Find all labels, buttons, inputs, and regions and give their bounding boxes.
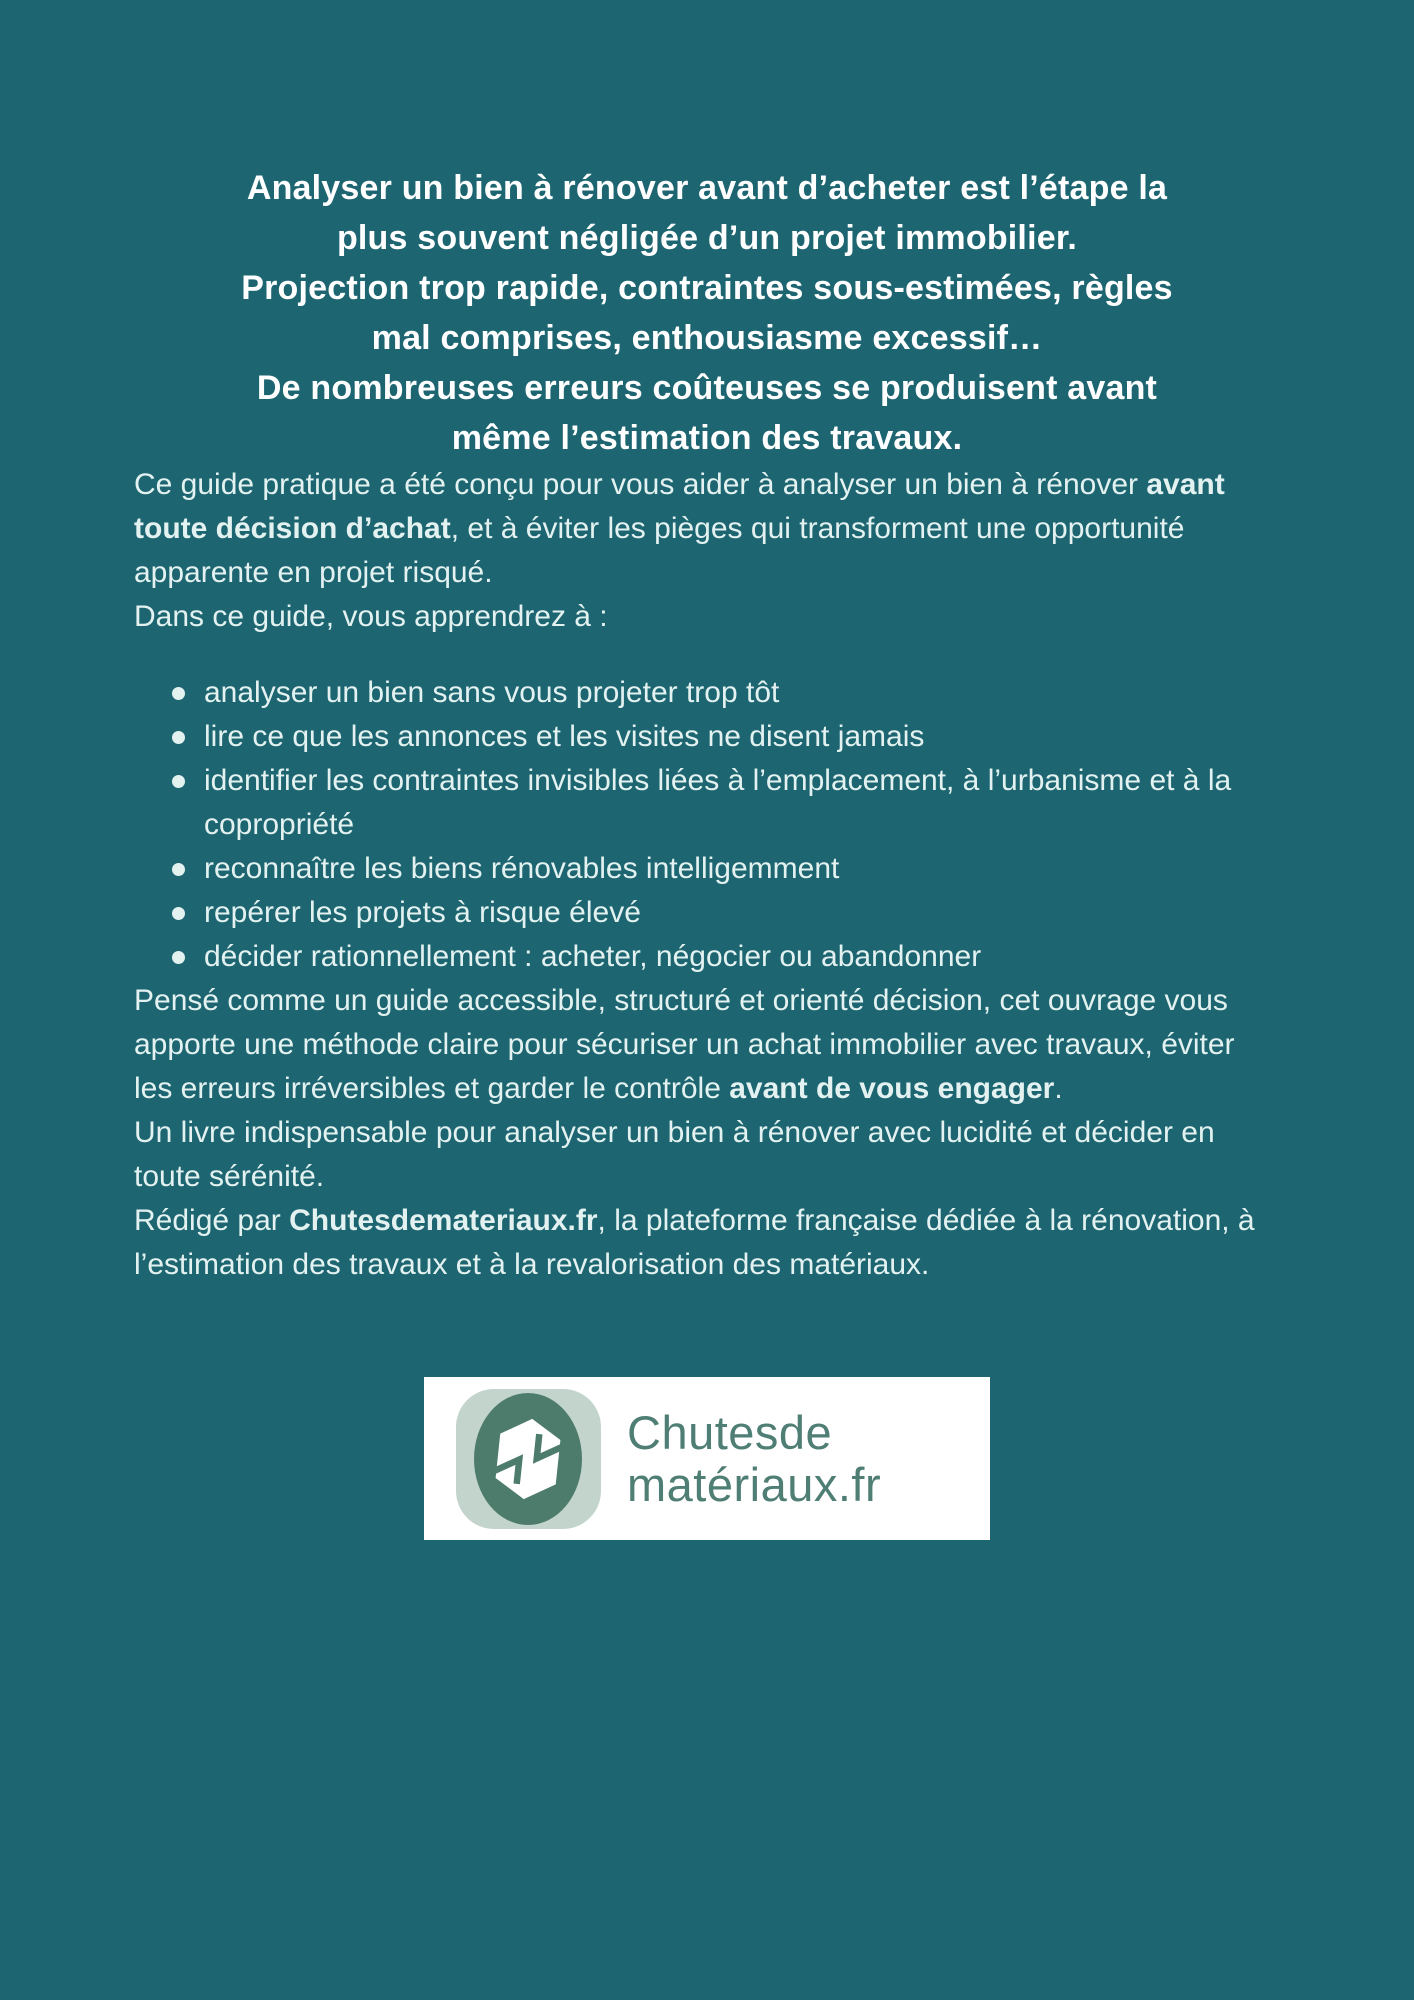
headline-line: De nombreuses erreurs coûteuses se produisent avant (256, 369, 1158, 407)
headline-line: plus souvent négligée d’un projet immobilier. (336, 219, 1078, 257)
intro-paragraph: Ce guide pratique a été conçu pour vous aider à analyser un bien à rénover avant toute décision d’achat, et à éviter les pièges qui transforment une opportunité apparente en projet risqué. (134, 468, 1225, 589)
closing-paragraph: Un livre indispensable pour analyser un bien à rénover avec lucidité et décider en toute sérénité. Rédigé par Chutesdemateriaux.fr, la plateforme française dédiée à la rénovation, à l’estimation des travaux et à la revalorisation des matériaux. (134, 1116, 1255, 1281)
headline (0, 0, 1414, 463)
list-item-text: repérer les projets à risque élevé (204, 896, 641, 929)
list-item (172, 935, 1280, 979)
list-item (172, 671, 1280, 715)
logo-wordmark (627, 1407, 881, 1511)
publisher-logo (424, 1377, 990, 1540)
headline-line: mal comprises, enthousiasme excessif… (371, 319, 1043, 357)
list-item (172, 759, 1280, 847)
method-paragraph: Pensé comme un guide accessible, structuré et orienté décision, cet ouvrage vous apporte une méthode claire pour sécuriser un achat immobilier avec travaux, éviter les erreurs irréversibles et garder le contrôle avant de vous engager. (134, 984, 1235, 1105)
bullet-icon (172, 951, 185, 964)
headline-line: même l’estimation des travaux. (451, 419, 963, 457)
headline-line: Projection trop rapide, contraintes sous-estimées, règles (241, 269, 1173, 307)
cube-recycle-icon (456, 1389, 601, 1529)
logo-tile (456, 1389, 601, 1529)
learn-list (134, 671, 1280, 979)
bullet-icon (172, 731, 185, 744)
list-item-text: identifier les contraintes invisibles liées à l’emplacement, à l’urbanisme et à la copropriété (204, 764, 1232, 841)
bullet-icon (172, 687, 185, 700)
logo-wordmark-line1: Chutesde (627, 1405, 833, 1459)
headline-line: Analyser un bien à rénover avant d’acheter est l’étape la (246, 169, 1168, 207)
list-item (172, 891, 1280, 935)
list-item-text: analyser un bien sans vous projeter trop tôt (204, 676, 780, 709)
body-copy (134, 463, 1280, 1287)
logo-wordmark-line2: matériaux.fr (627, 1457, 882, 1511)
list-item (172, 847, 1280, 891)
bullet-icon (172, 907, 185, 920)
list-item-text: reconnaître les biens rénovables intelligemment (204, 852, 840, 885)
bullet-icon (172, 863, 185, 876)
learn-intro: Dans ce guide, vous apprendrez à : (134, 600, 608, 633)
list-item-text: décider rationnellement : acheter, négocier ou abandonner (204, 940, 982, 973)
list-item (172, 715, 1280, 759)
bullet-icon (172, 775, 185, 788)
list-item-text: lire ce que les annonces et les visites ne disent jamais (204, 720, 925, 753)
